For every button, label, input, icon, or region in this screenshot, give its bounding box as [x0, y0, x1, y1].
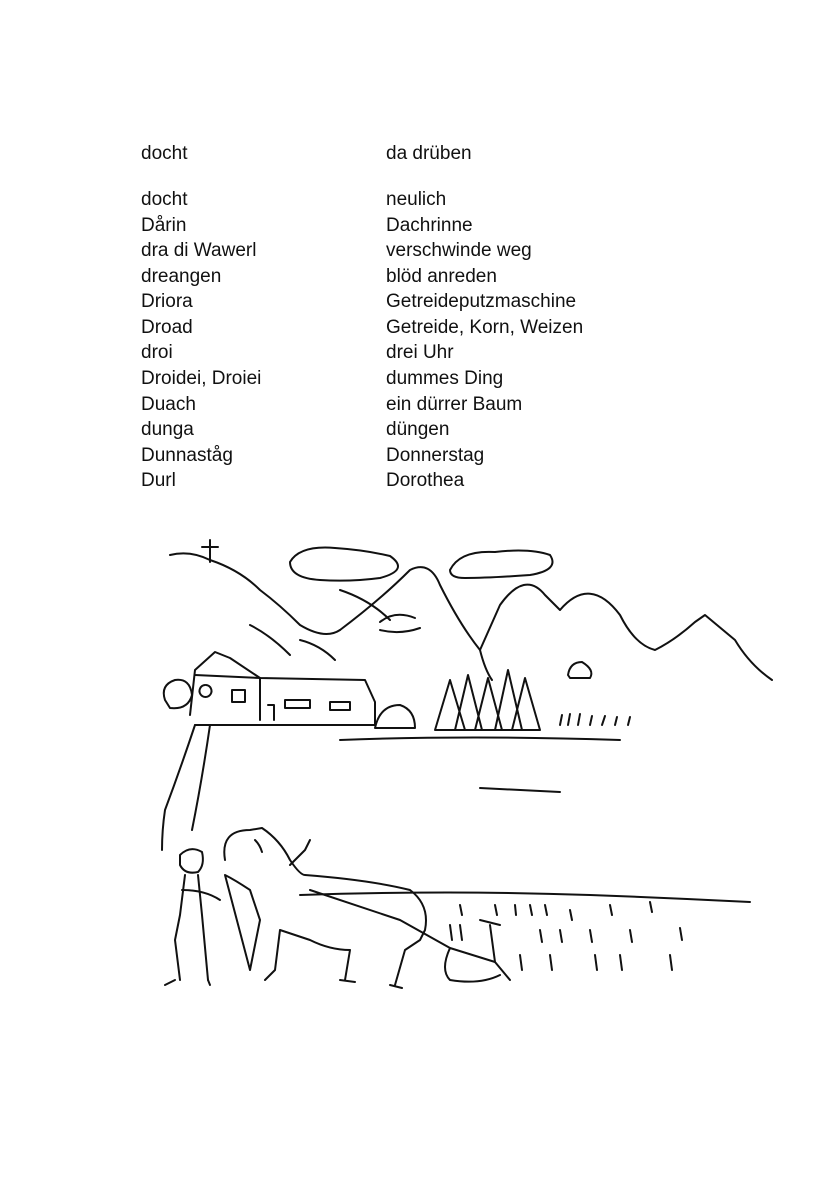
cloud	[450, 551, 553, 578]
entry-meaning: blöd anreden	[386, 266, 497, 287]
cloud-streak	[380, 615, 420, 632]
entry-term: Droad	[141, 317, 193, 338]
entry-term: Driora	[141, 291, 193, 312]
pine-trees	[435, 670, 540, 730]
plough	[310, 890, 510, 982]
grass-tufts	[560, 714, 630, 725]
entry-term: dunga	[141, 419, 194, 440]
mountain-ridge	[340, 567, 772, 680]
entry-meaning: drei Uhr	[386, 342, 454, 363]
farm-ploughing-illustration	[150, 530, 780, 1010]
entry-meaning: Getreideputzmaschine	[386, 291, 577, 312]
entry-meaning: dummes Ding	[386, 368, 504, 389]
horse	[224, 828, 426, 988]
farmhouse	[190, 652, 375, 725]
cloud	[290, 548, 398, 581]
entry-term: Dårin	[141, 215, 187, 236]
field-line	[300, 738, 750, 903]
entry-meaning: verschwinde weg	[386, 240, 532, 261]
path-edge	[192, 725, 210, 830]
bush	[164, 680, 192, 708]
entry-meaning: neulich	[386, 189, 447, 210]
mountain-lines	[250, 590, 492, 680]
header-term: docht	[141, 143, 188, 164]
hill-outline	[170, 553, 340, 634]
entry-meaning: ein dürrer Baum	[386, 394, 523, 415]
entry-term: droi	[141, 342, 173, 363]
entry-term: Dunnaståg	[141, 445, 233, 466]
hilltop-cross	[202, 540, 218, 562]
entry-meaning: Donnerstag	[386, 445, 485, 466]
entry-meaning: düngen	[386, 419, 450, 440]
entry-term: dra di Wawerl	[141, 240, 257, 261]
hut	[568, 662, 591, 678]
entry-term: dreangen	[141, 266, 222, 287]
entry-term: Droidei, Droiei	[141, 368, 262, 389]
entry-meaning: Dorothea	[386, 470, 465, 491]
bush	[375, 705, 415, 728]
farmer	[165, 849, 220, 985]
entry-meaning: Dachrinne	[386, 215, 473, 236]
entry-meaning: Getreide, Korn, Weizen	[386, 317, 584, 338]
path-edge	[162, 725, 195, 850]
entry-term: Durl	[141, 470, 176, 491]
entry-term: Duach	[141, 394, 196, 415]
header-meaning: da drüben	[386, 143, 472, 164]
entry-term: docht	[141, 189, 188, 210]
